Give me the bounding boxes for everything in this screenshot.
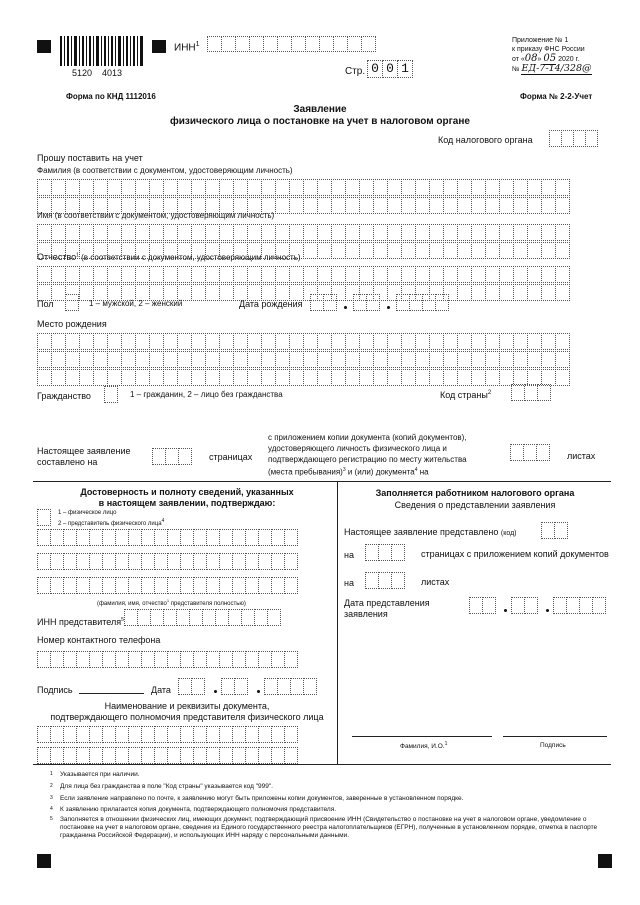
barcode-icon: [60, 36, 144, 66]
birthplace-label: Место рождения: [37, 319, 107, 329]
rep-inn-label: ИНН представителя$^5$: [37, 617, 124, 627]
sign-date-year-cells[interactable]: [264, 678, 316, 695]
form-title-line-2: физического лица о постановке на учет в налоговом органе: [170, 116, 470, 127]
registration-mark-bottom-left: [37, 854, 51, 868]
birthplace-cells-row-1[interactable]: [37, 333, 569, 350]
rep-fio-caption: (фамилия, имя, отчество$^1$ представителя полностью): [97, 598, 246, 607]
knd-label: Форма по КНД 1112016: [66, 92, 156, 101]
phone-cells-row-1[interactable]: [37, 651, 297, 668]
surname-label: Фамилия (в соответствии с документом, удостоверяющим личность): [37, 166, 293, 175]
appendix-line-2: к приказу ФНС России: [512, 46, 585, 53]
office-sheets-cells[interactable]: [365, 572, 404, 589]
confirm-title-line-2: в настоящем заявлении, подтверждаю:: [98, 498, 276, 508]
attachment-line-4: (места пребывания)$^3$ и (или) документа$^4$ на: [268, 467, 429, 477]
sign-date-day-cells[interactable]: [178, 678, 204, 695]
birthdate-label: Дата рождения: [239, 299, 303, 309]
form-title: [0, 104, 640, 128]
birthdate-day-cells[interactable]: [310, 294, 336, 311]
attachment-line-1: с приложением копии документа (копий документов),: [268, 433, 467, 442]
appendix-number: ЕД-7-14/328@: [521, 63, 592, 74]
citizenship-label: Гражданство: [37, 391, 91, 401]
page-label: Стр.: [345, 66, 366, 77]
section-vertical-divider: [337, 481, 338, 764]
office-pages-cells[interactable]: [365, 544, 404, 561]
barcode-number: 5120 4013: [72, 68, 123, 78]
office-pages-label: страницах с приложением копий документов: [421, 549, 609, 559]
composed-label: [37, 446, 131, 468]
rep-fio-cells-row-3[interactable]: [37, 577, 297, 594]
form-number-label: Форма № 2-2-Учет: [520, 92, 593, 101]
office-sheets-label: листах: [421, 577, 450, 587]
appendix-line-1: Приложение № 1: [512, 37, 569, 44]
page-digit-cell: 0: [382, 60, 398, 78]
submission-date-label-line-2: заявления: [344, 609, 388, 619]
sex-label: Пол: [37, 299, 54, 309]
confirm-option-1: 1 – физическое лицо: [58, 510, 117, 516]
officer-signature-line[interactable]: [503, 736, 607, 737]
office-section-subtitle: Сведения о представлении заявления: [394, 500, 556, 510]
page-number-field: [367, 60, 412, 78]
submitted-label: Настоящее заявление представлено (код): [344, 527, 517, 537]
surname-cells-row-1[interactable]: [37, 179, 569, 196]
composed-label-line-2: составлено на: [37, 457, 98, 467]
confirm-option-2: 2 – представитель физического лица$^4$: [58, 518, 165, 527]
citizenship-hint: 1 – гражданин, 2 – лицо без гражданства: [130, 390, 283, 399]
footnote-divider: [33, 764, 611, 765]
submission-date-label: [344, 598, 430, 620]
form-title-line-1: Заявление: [293, 104, 347, 115]
officer-name-caption: Фамилия, И.О.$^1$: [400, 741, 448, 751]
submission-date-label-line-1: Дата представления: [344, 598, 430, 608]
date-separator: [344, 306, 347, 309]
date-separator: [504, 609, 507, 612]
rep-document-title-line-2: подтверждающего полномочия представителя физического лица: [50, 712, 324, 722]
submission-date-month-cells[interactable]: [511, 597, 537, 614]
patronymic-cells-row-1[interactable]: [37, 266, 569, 283]
submission-date-day-cells[interactable]: [469, 597, 495, 614]
sheets-label: листах: [567, 451, 596, 461]
signature-field[interactable]: [79, 683, 144, 694]
request-label: Прошу поставить на учет: [37, 153, 143, 163]
appendix-day: 08: [524, 53, 538, 64]
sheets-on-label: на: [344, 578, 354, 588]
registration-mark-top-left: [37, 40, 51, 53]
confirm-options: [58, 509, 164, 528]
rep-document-cells-row-1[interactable]: [37, 726, 297, 743]
inn-cells[interactable]: [207, 36, 375, 52]
date-separator: [257, 690, 260, 693]
attachment-line-2: удостоверяющего личность физического лица и: [268, 444, 447, 453]
rep-fio-cells-row-2[interactable]: [37, 553, 297, 570]
date-separator: [546, 609, 549, 612]
confirm-title: [37, 487, 337, 509]
confirm-title-line-1: Достоверность и полноту сведений, указанных: [80, 487, 294, 497]
phone-label: Номер контактного телефона: [37, 635, 161, 645]
office-section-title: Заполняется работником налогового органа: [375, 488, 575, 498]
country-code-cells[interactable]: [511, 384, 550, 401]
rep-fio-cells-row-1[interactable]: [37, 529, 297, 546]
composed-label-line-1: Настоящее заявление: [37, 446, 131, 456]
appendix-date-line: от «08» 05 2020 г.: [512, 53, 580, 64]
sheets-count-cells[interactable]: [510, 444, 549, 461]
footnote-item: 5 Заполняется в отношении физических лиц, имеющих документ, подтверждающий присвоение ИНН (Свидетельство о постановке на учет в налоговом органе, уведомление о постановке на учет в налоговом органе, сведения из Единого государственного реестра налогоплательщиков (ЕГРН), полученные в установленном порядке, отметка в паспорте гражданина Российской Федерации), и использующих ИНН наряду с персональными данными.: [50, 816, 598, 839]
tax-office-code-label: Код налогового органа: [438, 135, 533, 145]
rep-document-title: [37, 701, 337, 723]
rep-document-cells-row-2[interactable]: [37, 747, 297, 764]
sign-date-month-cells[interactable]: [221, 678, 247, 695]
footnote-item: 3 Если заявление направлено по почте, к заявлению могут быть приложены копии документов, заверенные в установленном порядке.: [50, 795, 464, 802]
attachment-text: [268, 432, 503, 478]
confirm-person-type-cell[interactable]: [37, 509, 50, 526]
date-separator: [214, 690, 217, 693]
pages-label: страницах: [209, 452, 253, 462]
barcode: [60, 36, 144, 66]
sex-cell[interactable]: [65, 294, 78, 311]
page-digit-cell: 1: [397, 60, 413, 78]
country-code-label: Код страны$^2$: [440, 390, 492, 400]
rep-inn-cells[interactable]: [124, 609, 280, 626]
footnote-item: 2 Для лица без гражданства в поле "Код страны" указывается код "999".: [50, 783, 273, 790]
appendix-number-line: № ЕД-7-14/328@: [512, 63, 592, 74]
tax-office-code-cells[interactable]: [549, 130, 597, 147]
birthplace-cells-row-3[interactable]: [37, 369, 569, 386]
name-label: Имя (в соответствии с документом, удостоверяющим личность): [37, 211, 275, 220]
patronymic-label: Отчество$^1$ (в соответствии с документом, удостоверяющим личность): [37, 252, 301, 262]
appendix-month: 05: [543, 53, 557, 64]
submission-code-cells[interactable]: [541, 522, 567, 539]
registration-mark-bottom-right: [598, 854, 612, 868]
pages-count-cells[interactable]: [152, 448, 191, 465]
name-cells-row-1[interactable]: [37, 224, 569, 241]
sign-date-label: Дата: [151, 685, 171, 695]
birthplace-cells-row-2[interactable]: [37, 351, 569, 368]
pages-on-label: на: [344, 550, 354, 560]
sex-hint: 1 – мужской, 2 – женский: [89, 299, 183, 308]
officer-signature-caption: Подпись: [540, 742, 566, 749]
date-separator: [387, 306, 390, 309]
rep-document-title-line-1: Наименование и реквизиты документа,: [104, 701, 270, 711]
section-divider: [33, 481, 611, 482]
inn-label: ИНН$^1$: [174, 41, 200, 54]
birthdate-month-cells[interactable]: [353, 294, 379, 311]
footnote-item: 1 Указывается при наличии.: [50, 771, 140, 778]
signature-label: Подпись: [37, 685, 73, 695]
registration-mark-top-mid: [152, 40, 166, 53]
submission-date-year-cells[interactable]: [553, 597, 605, 614]
citizenship-cell[interactable]: [104, 386, 117, 403]
attachment-line-3: подтверждающего регистрацию по месту жительства: [268, 455, 467, 464]
page-digit-cell: 0: [367, 60, 383, 78]
footnote-item: 4 К заявлению прилагается копия документа, подтверждающего полномочия представителя.: [50, 806, 337, 813]
appendix-block: [512, 36, 632, 74]
birthdate-year-cells[interactable]: [396, 294, 448, 311]
officer-name-line[interactable]: [352, 736, 492, 737]
